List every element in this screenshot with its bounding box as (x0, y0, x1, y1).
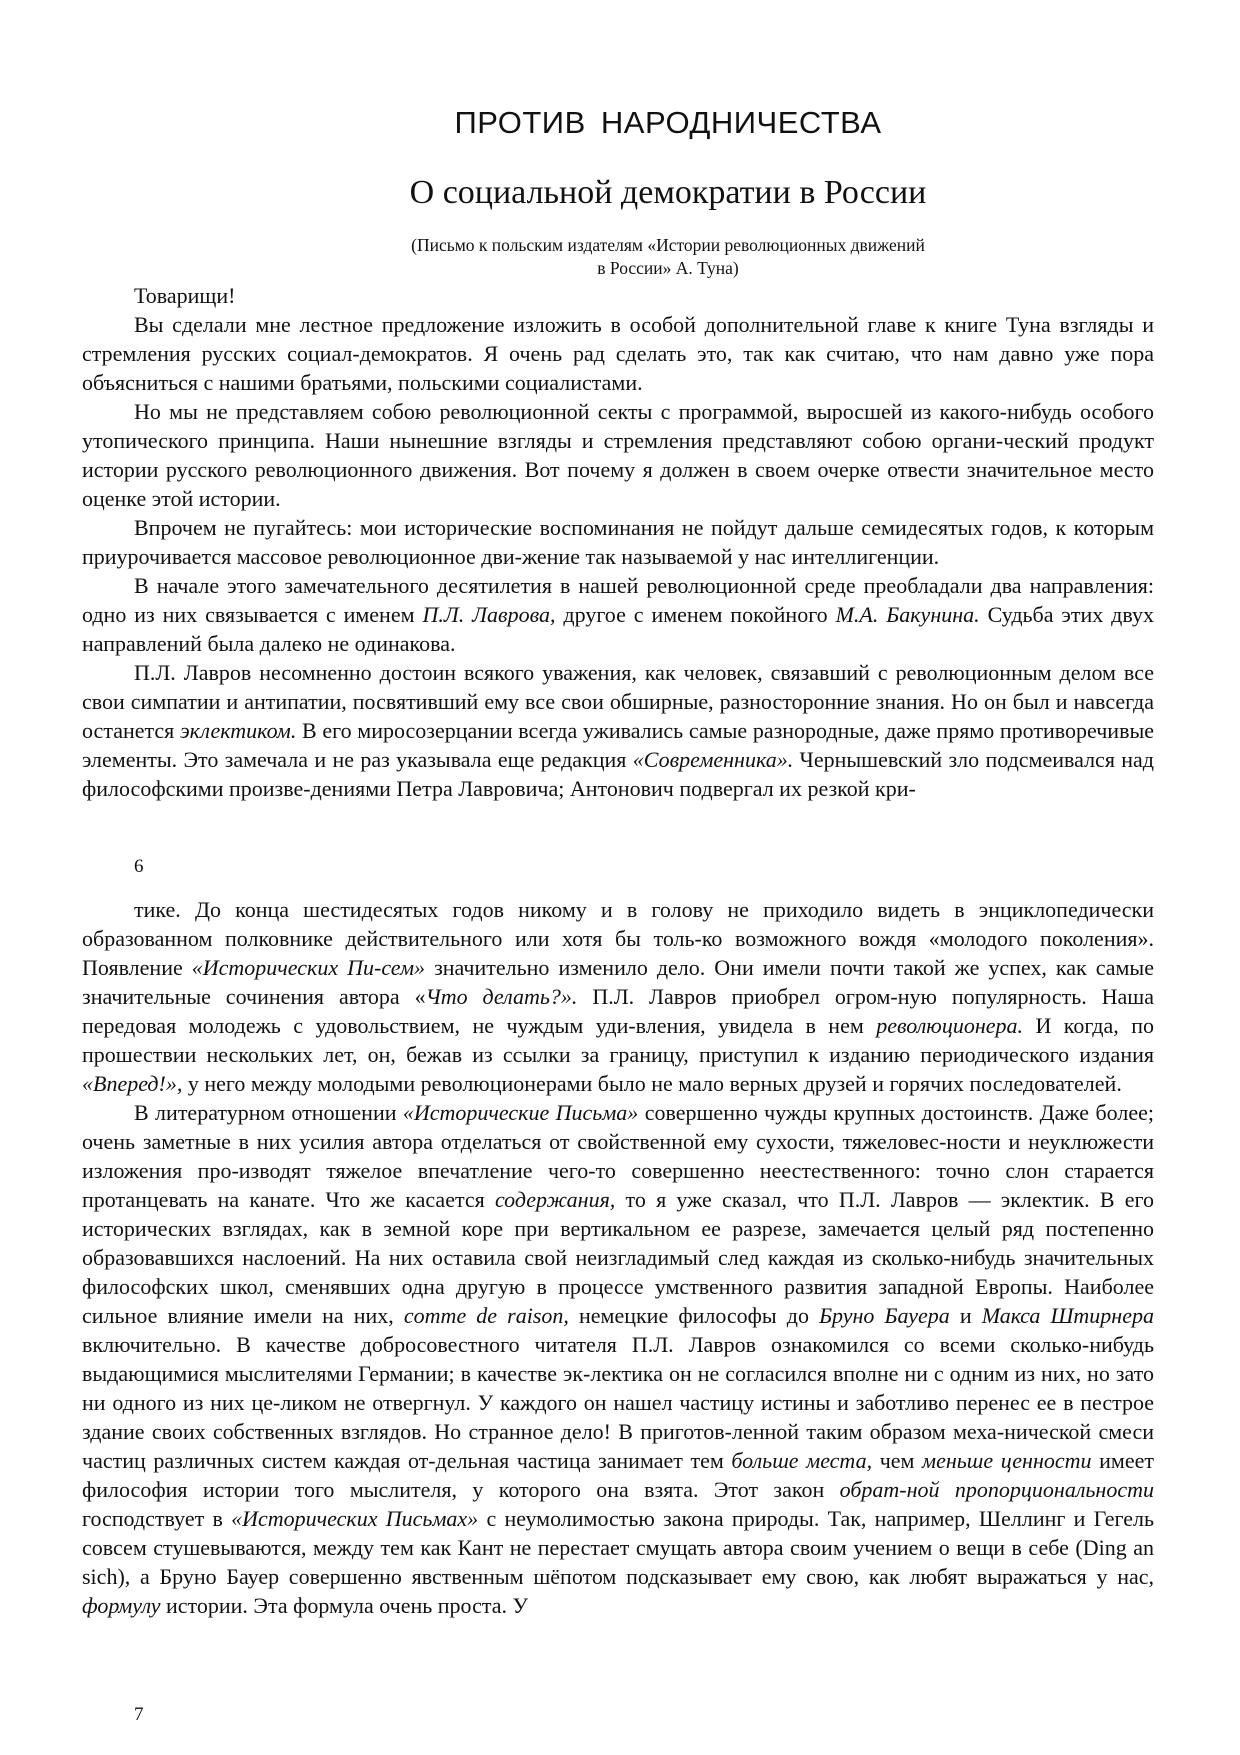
page-number: 7 (134, 1704, 144, 1725)
page-7-text (82, 895, 1154, 1620)
greeting: Товарищи! (134, 283, 236, 308)
main-title: ПРОТИВ НАРОДНИЧЕСТВА (454, 105, 882, 140)
paragraph: Но мы не представляем собою революционной секты с программой, выросшей из какого-нибудь особого утопического принципа. Наши нынешние взгляды и стремления представляют собою органи-ческий продукт истории русского революционного движения. Вот почему я должен в своем очерке отвести значительное место оценке этой истории. (82, 399, 1154, 511)
note-line-1: (Письмо к польским издателям «Истории революционных движений (411, 235, 925, 255)
paragraph: Впрочем не пугайтесь: мои исторические воспоминания не пойдут дальше семидесятых годов, к которым приурочивается массовое революционное дви-жение так называемой у нас интеллигенции. (82, 515, 1154, 569)
page-number: 6 (134, 856, 144, 877)
paragraph: В литературном отношении «Исторические Письма» совершенно чужды крупных достоинств. Даже более; очень заметные в них усилия автора отделаться от свойственной ему сухости, тяжеловес-ности и неуклюжести изложения про-изводят тяжелое впечатление чего-то совершенно неестественного: точно слон старается протанцевать на канате. Что же касается содержания, то я уже сказал, что П.Л. Лавров — эклектик. В его исторических взглядах, как в земной коре при вертикальном ее разрезе, замечается целый ряд постепенно образовавшихся наслоений. На них оставила свой неизгладимый след каждая из сколько-нибудь значительных философских школ, сменявших одна другую в процессе умственного развития западной Европы. Наиболее сильное влияние имели на них, comme de raison, немецкие философы до Бруно Бауера и Макса Штирнера включительно. В качестве добросовестного читателя П.Л. Лавров ознакомился со всеми сколько-нибудь выдающимися мыслителями Германии; в качестве эк-лектика он не согласился вполне ни с одним из них, но зато ни одного из них це-ликом не отвергнул. У каждого он нашел частицу истины и заботливо перенес ее в пестрое здание своих собственных взглядов. Но странное дело! В приготов-ленной таким образом меха-нической смеси частиц различных систем каждая от-дельная частица занимает тем больше места, чем меньше ценности имеет философия истории того мыслителя, у которого она взята. Этот закон обрат-ной пропорциональности господствует в «Исторических Письмах» с неумолимостью закона природы. Так, например, Шеллинг и Гегель совсем стушевываются, между тем как Кант не перестает смущать автора своим учением о вещи в себе (Ding an sich), а Бруно Бауер совершенно явственным шёпотом подсказывает ему свою, как любят выражаться у нас, формулу истории. Эта формула очень проста. У (82, 1100, 1154, 1618)
italic-title: «Современника». (632, 747, 794, 772)
italic-name: М.А. Бакунина. (835, 602, 980, 627)
paragraph: П.Л. Лавров несомненно достоин всякого уважения, как человек, связавший с революционным делом все свои симпатии и антипатии, посвятивший ему все свои обширные, разносторонние знания. Но он был и навсегда останется эклектиком. В его миросозерцании всегда уживались самые разнородные, даже прямо противоречивые элементы. Это замечала и не раз указывала еще редакция «Современника». Чернышевский зло подсмеивался над философскими произве-дениями Петра Лавровича; Антонович подвергал их резкой кри- (82, 660, 1155, 801)
page-6-text (82, 281, 1154, 803)
italic-word: эклектиком. (179, 718, 297, 743)
subtitle: О социальной демократии в России (409, 174, 927, 211)
paragraph: тике. До конца шестидесятых годов никому и в голову не приходило видеть в энциклопедически образованном полковнике действительного или хотя бы толь-ко возможного вождя «молодого поколения». Появление «Исторических Пи-сем» значительно изменило дело. Они имели почти такой же успех, как самые значительные сочинения автора «Что делать?». П.Л. Лавров приобрел огром-ную популярность. Наша передовая молодежь с удовольствием, не чуждым уди-вления, увидела в нем революционера. И когда, по прошествии нескольких лет, он, бежав из ссылки за границу, приступил к изданию периодического издания «Вперед!», у него между молодыми революционерами было не мало верных друзей и горячих последователей. (82, 897, 1154, 1096)
italic-name: П.Л. Лаврова, (422, 602, 556, 627)
paragraph: Вы сделали мне лестное предложение изложить в особой дополнительной главе к книге Туна взгляды и стремления русских социал-демократов. Я очень рад сделать это, так как считаю, что нам давно уже пора объясниться с нашими братьями, польскими социалистами. (82, 312, 1154, 395)
subtitle-note (82, 234, 1154, 280)
paragraph: В начале этого замечательного десятилетия в нашей революционной среде преобладали два направления: одно из них связывается с именем П.Л. Лаврова, другое с именем покойного М.А. Бакунина. Судьба этих двух направлений была далеко не одинакова. (82, 573, 1155, 656)
note-line-2: в России» А. Туна) (597, 258, 739, 278)
